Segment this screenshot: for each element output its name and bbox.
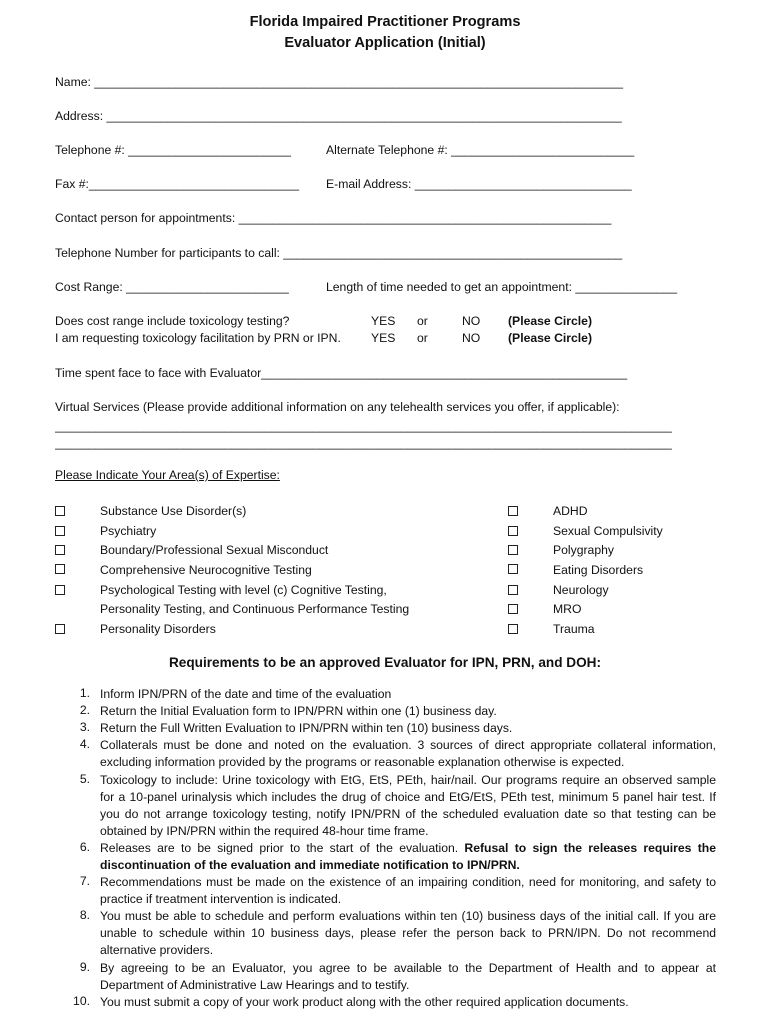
checkbox-neurocognitive[interactable]: [55, 564, 65, 574]
form-subtitle: Evaluator Application (Initial): [284, 35, 486, 51]
req-number: 7.: [79, 874, 90, 888]
req-item: You must submit a copy of your work product along with the other required application documents.: [100, 995, 629, 1009]
virtual-services-line-1[interactable]: ___________________________________________________________________________________________: [55, 419, 672, 433]
req-item: You must be able to schedule and perform evaluations within ten (10) business days of the initial call. If you are unable to schedule within 10 business days, please refer the person back to PRN/IPN. Do not recommend alternative providers.: [100, 909, 716, 957]
checkbox-personality[interactable]: [55, 624, 65, 634]
prn-circle-note: (Please Circle): [508, 331, 593, 345]
checkbox-mro[interactable]: [508, 604, 518, 614]
expertise-heading: Please Indicate Your Area(s) of Expertise:: [55, 468, 280, 482]
req-item: Toxicology to include: Urine toxicology with EtG, EtS, PEth, hair/nail. Our programs require an observed sample for a 10-panel urinalysis which includes the drug of choice and EtG/EtS, PEth test, minimum 5 panel hair test. If you do not arrange toxicology testing, notify IPN/PRN of the scheduled evaluation date so that testing can be obtained by IPN/PRN within the required 48-hour time frame.: [100, 773, 716, 838]
expertise-psychiatry: Psychiatry: [100, 524, 157, 538]
cost-range-field[interactable]: Cost Range: ________________________: [55, 280, 289, 294]
prn-question: I am requesting toxicology facilitation by PRN or IPN.: [55, 331, 341, 345]
prn-no-option[interactable]: NO: [462, 331, 481, 345]
req-item: Recommendations must be made on the existence of an impairing condition, need for monitoring, and safety to practice if treatment intervention is indicated.: [100, 875, 716, 906]
expertise-polygraphy: Polygraphy: [553, 543, 614, 557]
expertise-eating-disorders: Eating Disorders: [553, 563, 644, 577]
participant-phone-field[interactable]: Telephone Number for participants to call: __________________________________________________: [55, 246, 623, 260]
checkbox-substance-use[interactable]: [55, 506, 65, 516]
checkbox-sexual-compulsivity[interactable]: [508, 526, 518, 536]
checkbox-polygraphy[interactable]: [508, 545, 518, 555]
expertise-trauma: Trauma: [553, 622, 595, 636]
requirements-title: Requirements to be an approved Evaluator for IPN, PRN, and DOH:: [168, 655, 602, 670]
email-field[interactable]: E-mail Address: ________________________________: [326, 177, 632, 191]
req-number: 9.: [79, 960, 90, 974]
expertise-boundary: Boundary/Professional Sexual Misconduct: [100, 543, 329, 557]
expertise-substance-use: Substance Use Disorder(s): [100, 504, 247, 518]
expertise-personality: Personality Disorders: [100, 622, 216, 636]
fax-field[interactable]: Fax #:_______________________________: [55, 177, 299, 191]
checkbox-trauma[interactable]: [508, 624, 518, 634]
req-number: 2.: [79, 703, 90, 717]
virtual-services-line-2[interactable]: ___________________________________________________________________________________________: [55, 436, 672, 450]
prn-or-text: or: [417, 331, 428, 345]
req-item: Collaterals must be done and noted on the evaluation. 3 sources of direct appropriate collateral information, excluding information provided by the programs or reasonable explanation otherwise is expected.: [100, 738, 716, 769]
tox-circle-note: (Please Circle): [508, 314, 593, 328]
tox-no-option[interactable]: NO: [462, 314, 481, 328]
req-number: 10.: [73, 994, 90, 1008]
checkbox-neurology[interactable]: [508, 585, 518, 595]
form-title: Florida Impaired Practitioner Programs: [249, 14, 521, 30]
req-item-bold-text: Refusal to sign the releases requires the discontinuation of the evaluation and immediate notification to IPN/PRN.: [100, 841, 716, 872]
checkbox-psych-testing[interactable]: [55, 585, 65, 595]
checkbox-adhd[interactable]: [508, 506, 518, 516]
address-field[interactable]: Address: ____________________________________________________________________________: [55, 109, 622, 123]
expertise-mro: MRO: [553, 602, 582, 616]
contact-person-field[interactable]: Contact person for appointments: _______________________________________________________: [55, 211, 612, 225]
req-number: 6.: [79, 840, 90, 854]
req-number: 5.: [79, 772, 90, 786]
telephone-field[interactable]: Telephone #: ________________________: [55, 143, 291, 157]
expertise-psych-testing: Psychological Testing with level (c) Cognitive Testing,: [100, 583, 387, 597]
checkbox-eating-disorders[interactable]: [508, 564, 518, 574]
expertise-neurology: Neurology: [553, 583, 609, 597]
req-item: Inform IPN/PRN of the date and time of the evaluation: [100, 687, 392, 701]
tox-yes-option[interactable]: YES: [371, 314, 396, 328]
expertise-psych-testing-cont: Personality Testing, and Continuous Performance Testing: [100, 602, 410, 616]
req-number: 3.: [79, 720, 90, 734]
face-time-field[interactable]: Time spent face to face with Evaluator______________________________________________________: [55, 366, 628, 380]
wait-time-field[interactable]: Length of time needed to get an appointment: _______________: [326, 280, 678, 294]
req-number: 1.: [79, 686, 90, 700]
req-item: Return the Initial Evaluation form to IPN/PRN within one (1) business day.: [100, 704, 497, 718]
checkbox-psychiatry[interactable]: [55, 526, 65, 536]
expertise-sexual-compulsivity: Sexual Compulsivity: [553, 524, 663, 538]
prn-yes-option[interactable]: YES: [371, 331, 396, 345]
req-item: By agreeing to be an Evaluator, you agree to be available to the Department of Health and to appear at Department of Administrative Law Hearings and to testify.: [100, 961, 716, 992]
req-item: Return the Full Written Evaluation to IPN/PRN within ten (10) business days.: [100, 721, 513, 735]
req-item-text: Releases are to be signed prior to the start of the evaluation.: [100, 841, 459, 855]
req-number: 8.: [79, 908, 90, 922]
alt-telephone-field[interactable]: Alternate Telephone #: ___________________________: [326, 143, 635, 157]
checkbox-boundary[interactable]: [55, 545, 65, 555]
expertise-neurocognitive: Comprehensive Neurocognitive Testing: [100, 563, 312, 577]
req-item-releases: [100, 840, 716, 874]
tox-or-text: or: [417, 314, 428, 328]
name-field[interactable]: Name: ______________________________________________________________________________: [55, 75, 623, 89]
tox-question: Does cost range include toxicology testing?: [55, 314, 290, 328]
req-number: 4.: [79, 737, 90, 751]
virtual-services-label: Virtual Services (Please provide additional information on any telehealth services you offer, if applicable):: [55, 400, 620, 414]
expertise-adhd: ADHD: [553, 504, 588, 518]
